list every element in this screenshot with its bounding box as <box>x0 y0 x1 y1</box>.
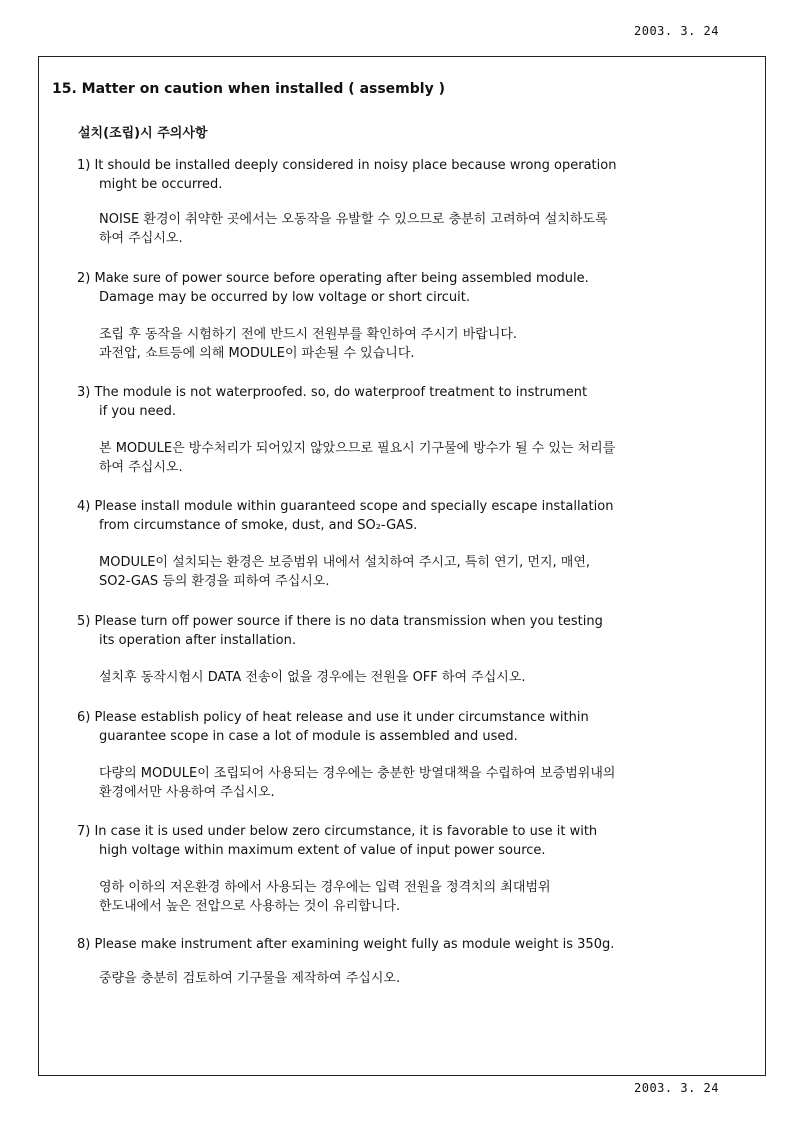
item-4-english-line-1: 4) Please install module within guaranteed scope and specially escape installation <box>77 499 614 514</box>
item-3-korean-line-1: 본 MODULE은 방수처리가 되어있지 않았으므로 필요시 기구물에 방수가 될 수 있는 처리를 <box>99 441 616 456</box>
item-1-english-line-2: might be occurred. <box>99 177 223 192</box>
item-5-english-line-2: its operation after installation. <box>99 633 296 648</box>
item-7-english <box>77 822 597 860</box>
item-2-english-line-2: Damage may be occurred by low voltage or short circuit. <box>99 290 471 305</box>
item-1-korean <box>99 210 759 248</box>
item-2-korean-line-2: 과전압, 쇼트등에 의해 MODULE이 파손될 수 있습니다. <box>99 346 415 361</box>
item-3-english-line-1: 3) The module is not waterproofed. so, do waterproof treatment to instrument <box>77 385 588 400</box>
item-7-korean-line-2: 한도내에서 높은 전압으로 사용하는 것이 유리합니다. <box>99 899 401 914</box>
item-5-korean <box>99 668 759 687</box>
item-1-english-line-1: 1) It should be installed deeply considered in noisy place because wrong operation <box>77 158 617 173</box>
item-2-korean <box>99 325 759 363</box>
item-7-english-line-2: high voltage within maximum extent of value of input power source. <box>99 843 546 858</box>
item-6-english-line-1: 6) Please establish policy of heat release and use it under circumstance within <box>77 710 589 725</box>
item-1-english <box>77 156 616 194</box>
item-8-korean <box>99 969 759 988</box>
item-5-english-line-1: 5) Please turn off power source if there is no data transmission when you testing <box>77 614 603 629</box>
item-8-korean-line-1: 중량을 충분히 검토하여 기구물을 제작하여 주십시오. <box>99 971 401 986</box>
item-3-korean-line-2: 하여 주십시오. <box>99 460 183 475</box>
item-6-english-line-2: guarantee scope in case a lot of module is assembled and used. <box>99 729 518 744</box>
item-8-english-line-1: 8) Please make instrument after examining weight fully as module weight is 350g. <box>77 937 615 952</box>
item-4-korean-line-1: MODULE이 설치되는 환경은 보증범위 내에서 설치하여 주시고, 특히 연기, 먼지, 매연, <box>99 555 591 570</box>
item-5-english <box>77 612 603 650</box>
item-6-korean-line-1: 다량의 MODULE이 조립되어 사용되는 경우에는 충분한 방열대책을 수립하여 보증범위내의 <box>99 766 616 781</box>
item-5-korean-line-1: 설치후 동작시험시 DATA 전송이 없을 경우에는 전원을 OFF 하여 주십시오. <box>99 670 526 685</box>
item-7-korean-line-1: 영하 이하의 저온환경 하에서 사용되는 경우에는 입력 전원을 정격치의 최대범위 <box>99 880 551 895</box>
item-2-english-line-1: 2) Make sure of power source before operating after being assembled module. <box>77 271 589 286</box>
section-title: 15. Matter on caution when installed ( assembly ) <box>52 81 445 97</box>
item-7-korean <box>99 878 759 916</box>
item-6-korean-line-2: 환경에서만 사용하여 주십시오. <box>99 785 275 800</box>
item-2-korean-line-1: 조립 후 동작을 시험하기 전에 반드시 전원부를 확인하여 주시기 바랍니다. <box>99 327 518 342</box>
item-8-english <box>77 935 614 954</box>
item-7-english-line-1: 7) In case it is used under below zero circumstance, it is favorable to use it with <box>77 824 598 839</box>
item-2-english <box>77 269 589 307</box>
item-3-english <box>77 383 587 421</box>
item-3-english-line-2: if you need. <box>99 404 176 419</box>
item-4-english <box>77 497 613 535</box>
item-1-korean-line-1: NOISE 환경이 취약한 곳에서는 오동작을 유발할 수 있으므로 충분히 고려하여 설치하도록 <box>99 212 608 227</box>
item-1-korean-line-2: 하여 주십시오. <box>99 231 183 246</box>
item-4-korean <box>99 553 759 591</box>
item-6-english <box>77 708 589 746</box>
header-date: 2003. 3. 24 <box>634 24 719 38</box>
item-4-english-line-2: from circumstance of smoke, dust, and SO₂-GAS. <box>99 518 418 533</box>
footer-date: 2003. 3. 24 <box>634 1081 719 1095</box>
item-4-korean-line-2: SO2-GAS 등의 환경을 피하여 주십시오. <box>99 574 330 589</box>
section-subtitle: 설치(조립)시 주의사항 <box>78 126 208 141</box>
item-6-korean <box>99 764 759 802</box>
item-3-korean <box>99 439 759 477</box>
